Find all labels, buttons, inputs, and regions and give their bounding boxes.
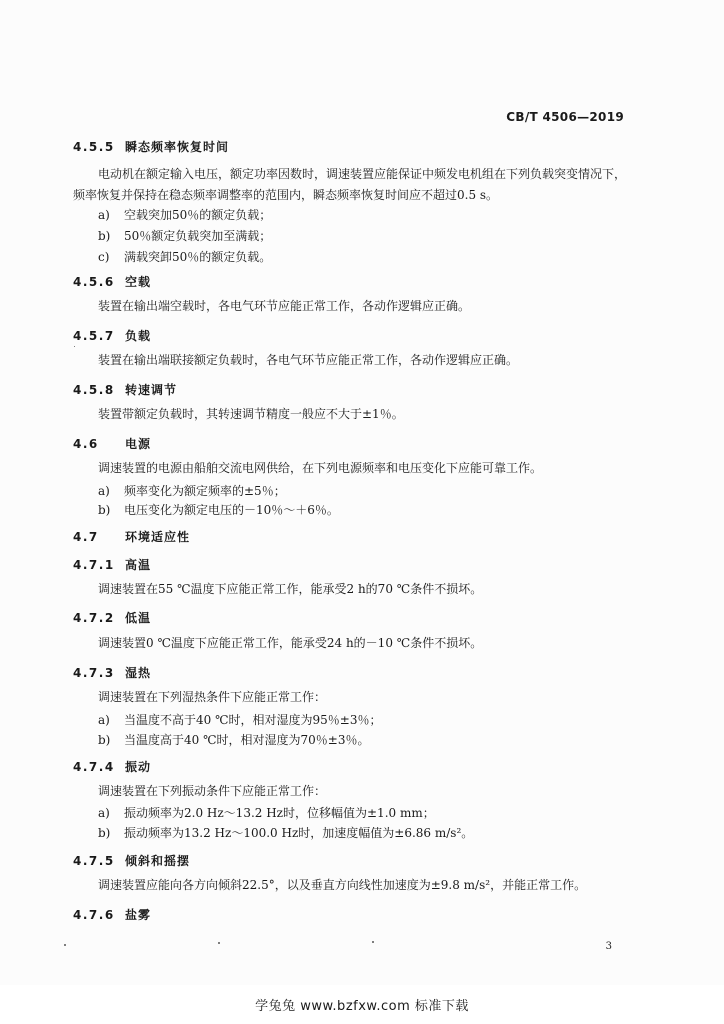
section-title: 负载 [125, 329, 152, 343]
section-paragraph: 调速装置在下列湿热条件下应能正常工作： [98, 690, 327, 704]
section-title: 环境适应性 [125, 530, 191, 544]
list-item-label: c) [98, 250, 110, 264]
section-paragraph: 调速装置应能向各方向倾斜22.5°，以及垂直方向线性加速度为±9.8 m/s²，并能正常工作。 [98, 878, 587, 892]
list-item-label: a) [98, 208, 110, 222]
section-heading-4-6 [73, 435, 151, 452]
section-number: 4.7.6 [73, 908, 115, 922]
list-item-text: 当温度不高于40 ℃时，相对湿度为95％±3％； [124, 713, 382, 727]
list-item [98, 501, 339, 518]
section-title: 电源 [125, 437, 152, 451]
section-number: 4.6 [73, 437, 99, 451]
section-heading-4-5-8 [73, 381, 177, 398]
list-item-label: b) [98, 503, 111, 517]
section-paragraph: 调速装置在55 ℃温度下应能正常工作，能承受2 h的70 ℃条件不损坏。 [98, 582, 483, 596]
section-title: 空载 [125, 275, 152, 289]
section-title: 倾斜和摇摆 [125, 854, 191, 868]
list-item-text: 满载突卸50％的额定负载。 [124, 250, 272, 264]
section-paragraph: 装置在输出端联接额定负载时，各电气环节应能正常工作，各动作逻辑应正确。 [98, 353, 519, 367]
watermark-footer: 学兔兔 www.bzfxw.com 标准下载 [255, 999, 469, 1014]
list-item [98, 731, 369, 748]
scan-speck [74, 346, 75, 347]
list-item-label: b) [98, 733, 111, 747]
section-number: 4.5.7 [73, 329, 115, 343]
list-item [98, 227, 271, 244]
section-title: 低温 [125, 611, 152, 625]
list-item-label: b) [98, 826, 111, 840]
section-number: 4.7.4 [73, 760, 115, 774]
section-heading-4-7-1 [73, 556, 151, 573]
list-item-label: a) [98, 484, 110, 498]
list-item-text: 空载突加50％的额定负载； [124, 208, 272, 222]
scan-speck [64, 944, 66, 946]
section-title: 盐雾 [125, 908, 152, 922]
list-item-label: a) [98, 713, 110, 727]
section-heading-4-7-5 [73, 852, 190, 869]
section-heading-4-5-7 [73, 327, 151, 344]
list-item [98, 824, 473, 841]
list-item-text: 振动频率为2.0 Hz～13.2 Hz时，位移幅值为±1.0 mm； [124, 806, 435, 820]
list-item [98, 482, 286, 499]
section-number: 4.7 [73, 530, 99, 544]
section-number: 4.5.6 [73, 275, 115, 289]
section-title: 湿热 [125, 666, 152, 680]
section-title: 转速调节 [125, 383, 178, 397]
list-item-text: 频率变化为额定频率的±5％； [124, 484, 286, 498]
list-item-text: 当温度高于40 ℃时，相对湿度为70％±3％。 [124, 733, 370, 747]
section-paragraph: 电动机在额定输入电压，额定功率因数时，调速装置应能保证中频发电机组在下列负载突变情况下，频率恢复并保持在稳态频率调整率的范围内，瞬态频率恢复时间应不超过0.5 s。 [73, 167, 627, 202]
section-paragraph: 装置带额定负载时，其转速调节精度一般应不大于±1％。 [98, 407, 404, 421]
section-title: 瞬态频率恢复时间 [125, 140, 230, 154]
list-item [98, 206, 271, 223]
list-item-text: 振动频率为13.2 Hz～100.0 Hz时，加速度幅值为±6.86 m/s²。 [124, 826, 474, 840]
section-heading-4-7-4 [73, 758, 151, 775]
section-heading-4-7 [73, 528, 190, 545]
section-paragraph: 装置在输出端空载时，各电气环节应能正常工作，各动作逻辑应正确。 [98, 299, 471, 313]
scan-speck [218, 942, 220, 944]
page-number: 3 [605, 941, 612, 952]
list-item [98, 804, 435, 821]
section-heading-4-5-6 [73, 273, 151, 290]
section-number: 4.7.2 [73, 611, 115, 625]
section-number: 4.5.5 [73, 140, 115, 154]
section-title: 高温 [125, 558, 152, 572]
section-paragraph: 调速装置0 ℃温度下应能正常工作，能承受24 h的－10 ℃条件不损坏。 [98, 636, 483, 650]
section-heading-4-7-2 [73, 609, 151, 626]
section-number: 4.5.8 [73, 383, 115, 397]
scan-speck [372, 941, 374, 943]
section-paragraph: 调速装置的电源由船舶交流电网供给，在下列电源频率和电压变化下应能可靠工作。 [98, 461, 543, 475]
document-code-header: CB/T 4506—2019 [506, 110, 624, 124]
section-paragraph: 调速装置在下列振动条件下应能正常工作： [98, 784, 327, 798]
list-item-text: 50％额定负载突加至满载； [124, 229, 272, 243]
list-item [98, 711, 381, 728]
section-title: 振动 [125, 760, 152, 774]
list-item-label: a) [98, 806, 110, 820]
section-number: 4.7.5 [73, 854, 115, 868]
section-heading-4-5-5 [73, 138, 229, 155]
section-number: 4.7.1 [73, 558, 115, 572]
list-item-label: b) [98, 229, 111, 243]
list-item-text: 电压变化为额定电压的－10％～＋6％。 [124, 503, 339, 517]
section-number: 4.7.3 [73, 666, 115, 680]
list-item [98, 248, 271, 265]
section-heading-4-7-3 [73, 664, 151, 681]
section-heading-4-7-6 [73, 906, 151, 923]
